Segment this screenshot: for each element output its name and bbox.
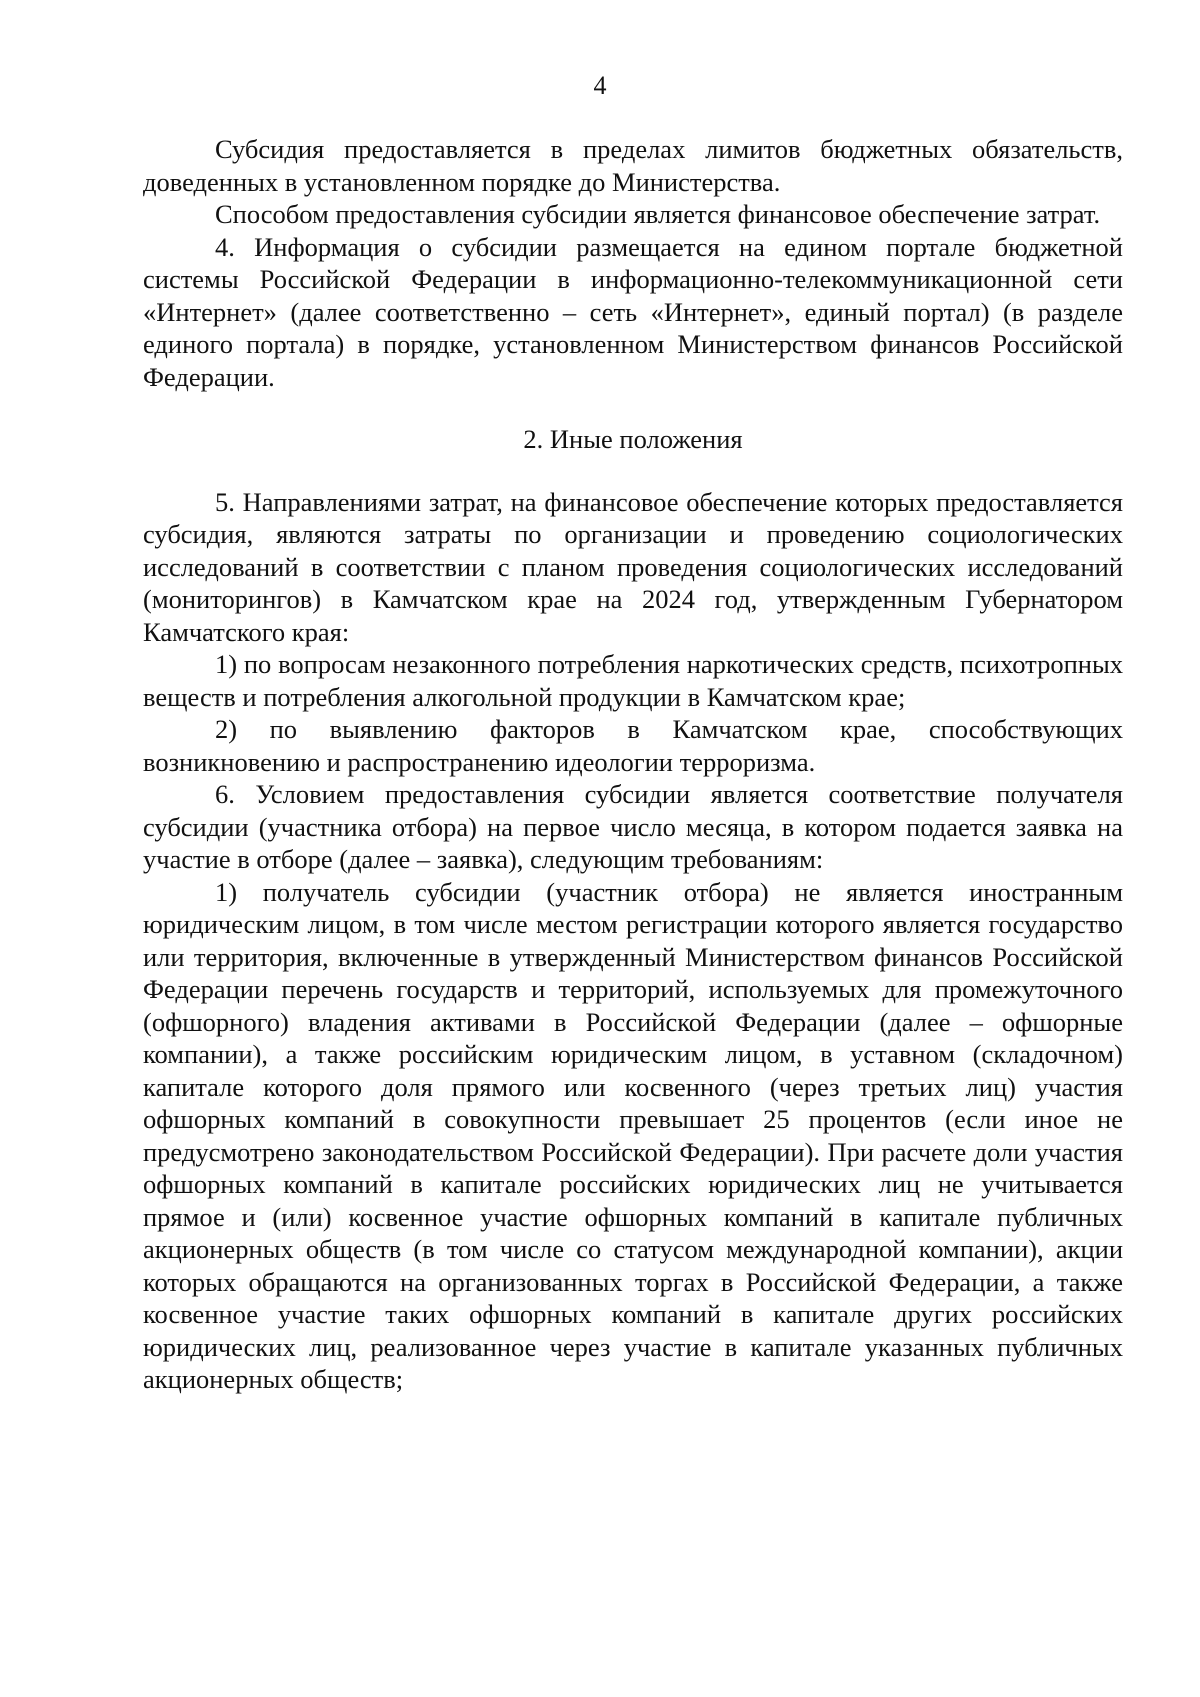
paragraph-subsidy-limits: Субсидия предоставляется в пределах лимитов бюджетных обязательств, доведенных в установленном порядке до Министерства. [143, 134, 1123, 197]
page-number: 4 [593, 71, 607, 100]
document-body [143, 133, 1123, 1396]
paragraph-item-5-1: 1) по вопросам незаконного потребления наркотических средств, психотропных веществ и потребления алкогольной продукции в Камчатском крае; [143, 649, 1123, 712]
paragraph-item-4: 4. Информация о субсидии размещается на едином портале бюджетной системы Российской Федерации в информационно-телекоммуникационной сети «Интернет» (далее соответственно – сеть «Интернет», единый портал) (в разделе единого портала) в порядке, установленном Министерством финансов Российской Федерации. [143, 231, 1123, 392]
paragraph-item-6-1: 1) получатель субсидии (участник отбора) не является иностранным юридическим лицом, в том числе местом регистрации которого является государство или территория, включенные в утвержденный Министерством финансов Российской Федерации перечень государств и территорий, используемых для промежуточного (офшорного) владения активами в Российской Федерации (далее – офшорные компании), а также российским юридическим лицом, в уставном (складочном) капитале которого доля прямого или косвенного (через третьих лиц) участия офшорных компаний в совокупности превышает 25 процентов (если иное не предусмотрено законодательством Российской Федерации). При расчете доли участия офшорных компаний в капитале российских юридических лиц не учитывается прямое и (или) косвенное участие офшорных компаний в капитале публичных акционерных обществ (в том числе со статусом международной компании), акции которых обращаются на организованных торгах в Российской Федерации, а также косвенное участие таких офшорных компаний в капитале других российских юридических лиц, реализованное через участие в капитале указанных публичных акционерных обществ; [143, 876, 1123, 1394]
paragraph-item-5-2: 2) по выявлению факторов в Камчатском крае, способствующих возникновению и распространению идеологии терроризма. [143, 714, 1123, 777]
paragraph-item-5: 5. Направлениями затрат, на финансовое обеспечение которых предоставляется субсидия, являются затраты по организации и проведению социологических исследований в соответствии с планом проведения социологических исследований (мониторингов) в Камчатском крае на 2024 год, утвержденным Губернатором Камчатского края: [143, 486, 1123, 647]
section-heading: 2. Иные положения [523, 424, 743, 454]
paragraph-item-6: 6. Условием предоставления субсидии является соответствие получателя субсидии (участника отбора) на первое число месяца, в котором подается заявка на участие в отборе (далее – заявка), следующим требованиям: [143, 779, 1123, 874]
paragraph-subsidy-method: Способом предоставления субсидии является финансовое обеспечение затрат. [215, 199, 1101, 229]
